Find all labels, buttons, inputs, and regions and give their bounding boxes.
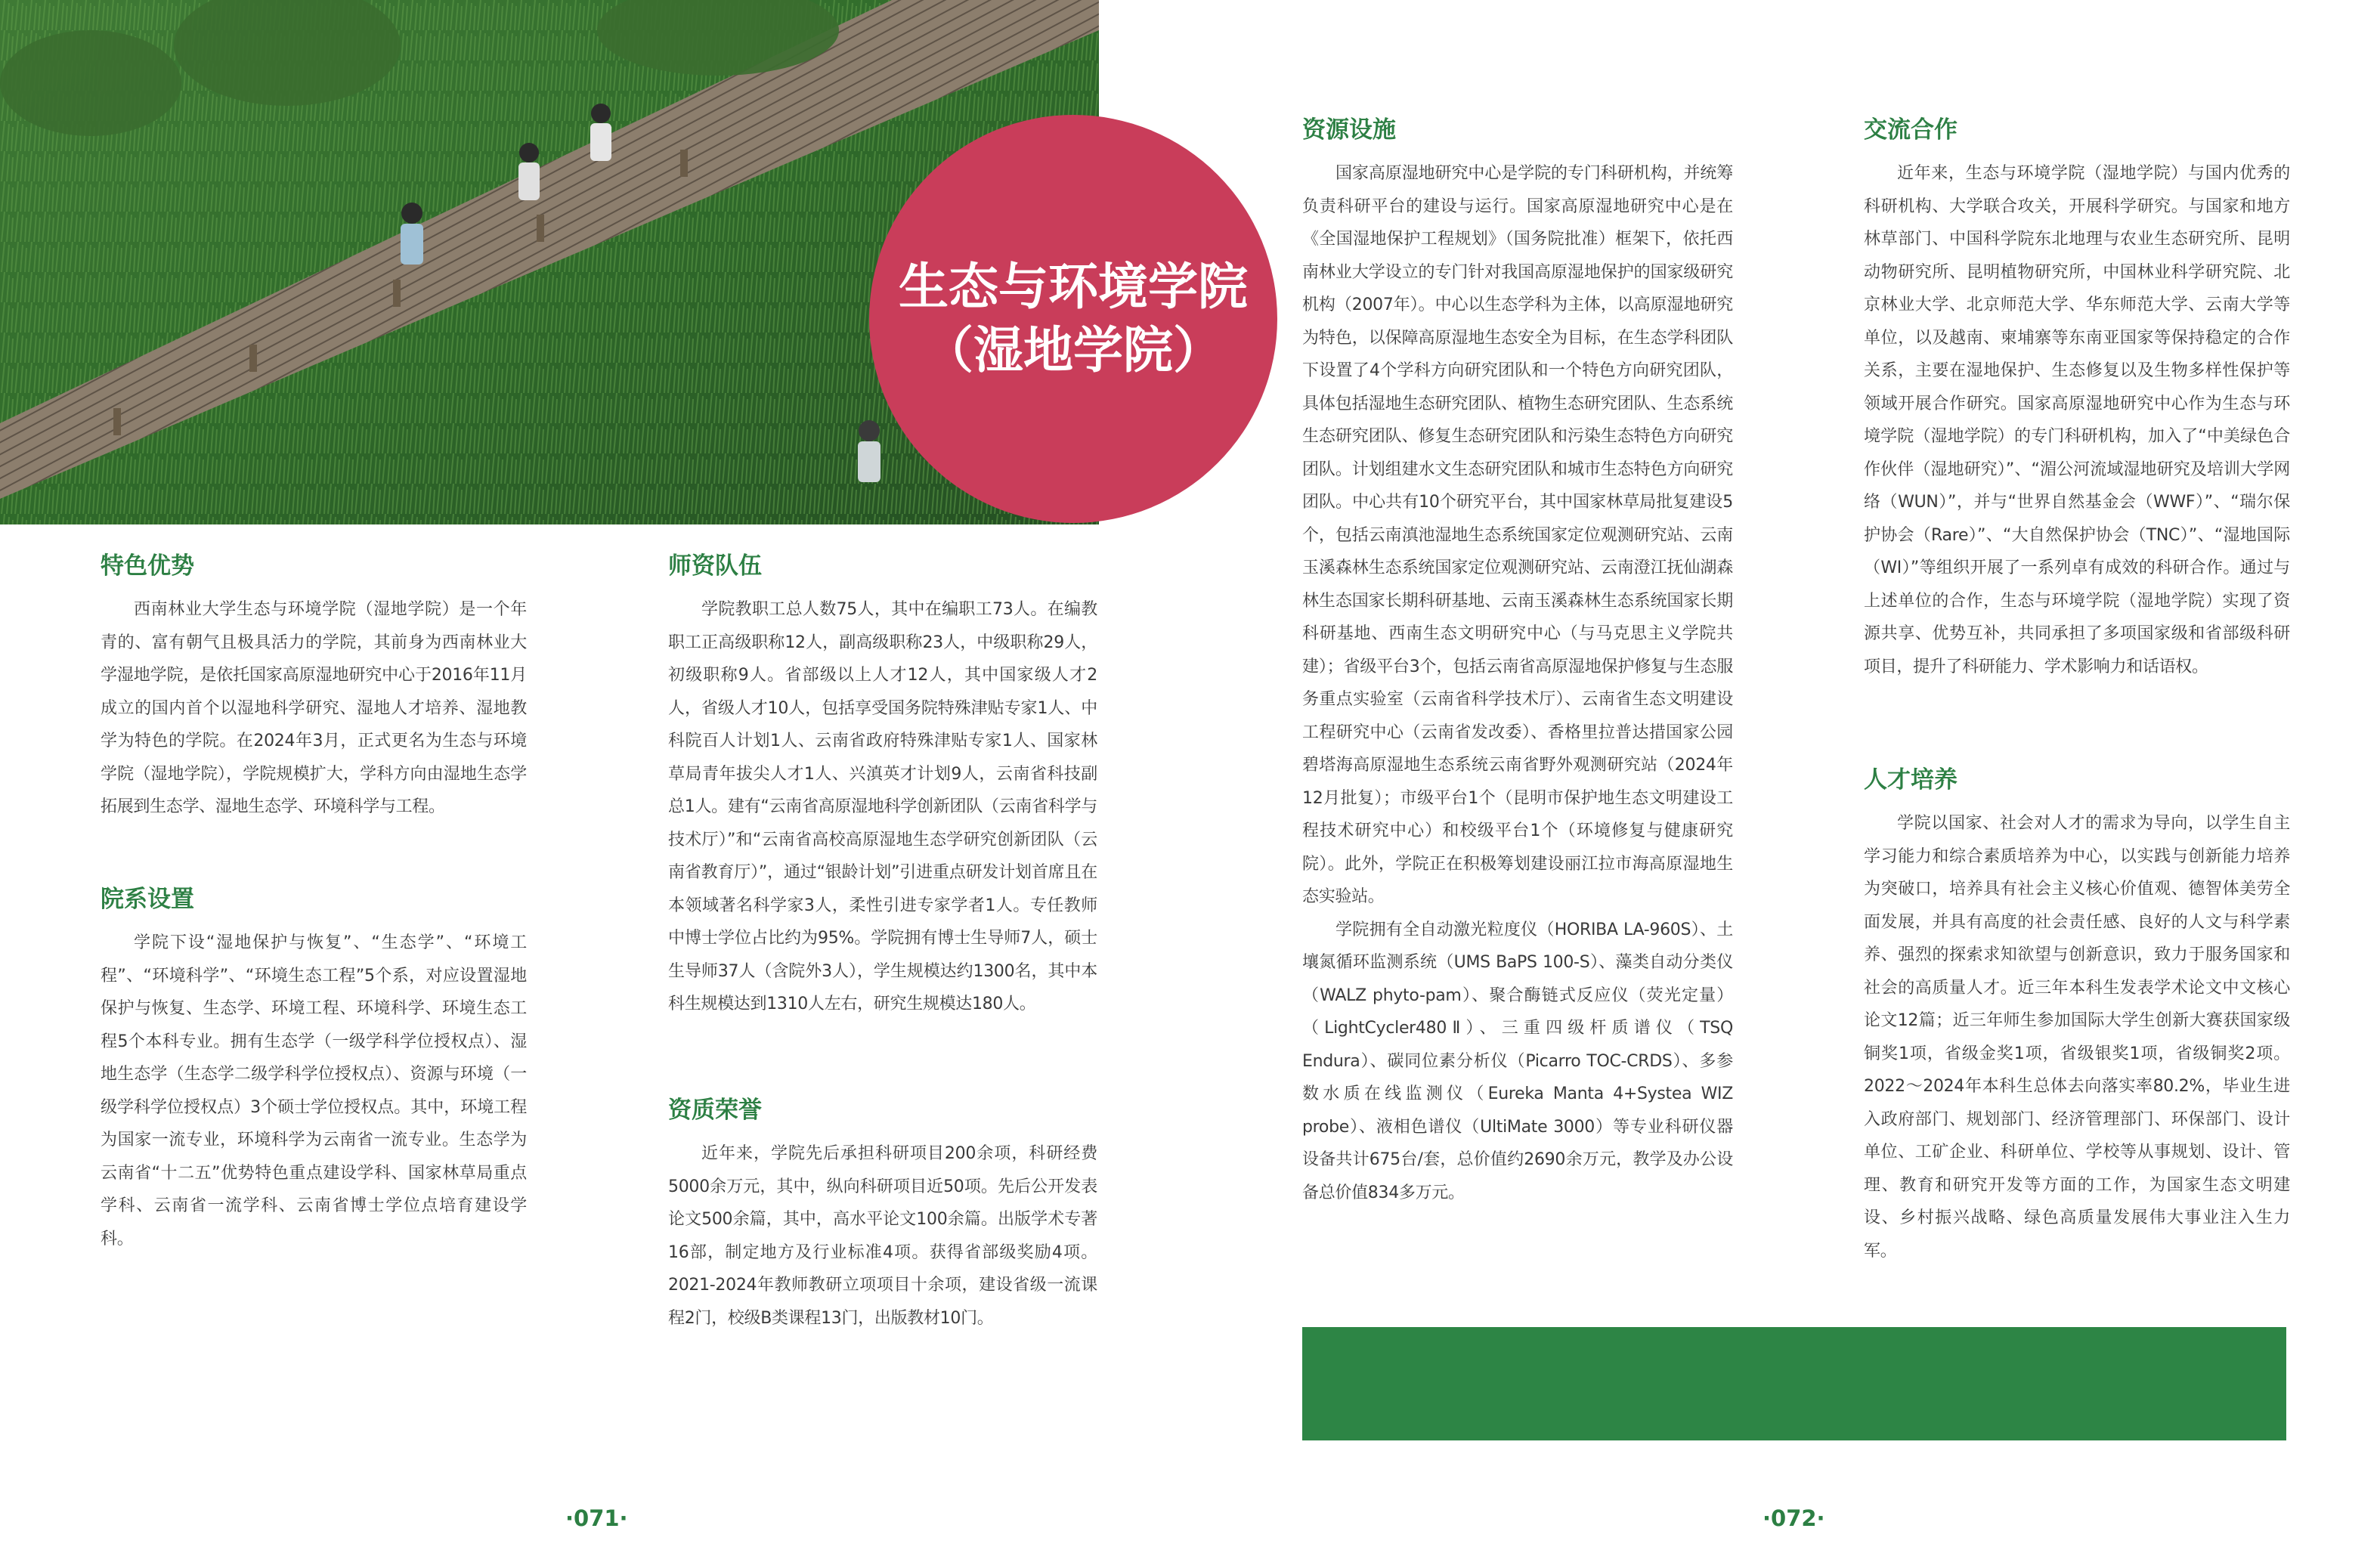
departments-heading: 院系设置: [101, 886, 194, 913]
resources-text-1: 国家高原湿地研究中心是学院的专门科研机构，并统筹负责科研平台的建设与运行。国家高原湿地研究中心是在《全国湿地保护工程规划》（国务院批准）框架下，依托西南林业大学设立的专门针对我国高原湿地保护的国家级研究机构（2007年）。中心以生态学科为主体，以高原湿地研究为特色，以保障高原湿地生态安全为目标，在生态学科团队下设置了4个学科方向研究团队和一个特色方向研究团队，具体包括湿地生态研究团队、植物生态研究团队、生态系统生态研究团队、修复生态研究团队和污染生态特色方向研究团队。计划组建水文生态研究团队和城市生态特色方向研究团队。中心共有10个研究平台，其中国家林草局批复建设5个，包括云南滇池湿地生态系统国家定位观测研究站、云南玉溪森林生态系统国家定位观测研究站、云南澄江抚仙湖森林生态国家长期科研基地、云南玉溪森林生态系统国家长期科研基地、西南生态文明研究中心（与马克思主义学院共建）；省级平台3个，包括云南省高原湿地保护修复与生态服务重点实验室（云南省科学技术厅）、云南省生态文明建设工程研究中心（云南省发改委）、香格里拉普达措国家公园碧塔海高原湿地生态系统云南省野外观测研究站（2024年12月批复）；市级平台1个（昆明市保护地生态文明建设工程技术研究中心）和校级平台1个（环境修复与健康研究院）。此外，学院正在积极筹划建设丽江拉市海高原湿地生态实验站。: [1302, 164, 1733, 906]
talent-text: 学院以国家、社会对人才的需求为导向，以学生自主学习能力和综合素质培养为中心，以实践与创新能力培养为突破口，培养具有社会主义核心价值观、德智体美劳全面发展，并具有高度的社会责任感、良好的人文与科学素养、强烈的探索求知欲望与创新意识，致力于服务国家和社会的高质量人才。近三年本科生发表学术论文中文核心论文12篇；近三年师生参加国际大学生创新大赛获国家级铜奖1项，省级金奖1项，省级银奖1项，省级铜奖2项。2022～2024年本科生总体去向落实率80.2%，毕业生进入政府部门、规划部门、经济管理部门、环保部门、设计单位、工矿企业、科研单位、学校等从事规划、设计、管理、教育和研究开发等方面的工作，为国家生态文明建设、乡村振兴战略、绿色高质量发展伟大事业注入生力军。: [1864, 814, 2290, 1261]
page-number-right: ·072·: [1763, 1505, 1825, 1531]
faculty-heading: 师资队伍: [668, 552, 762, 580]
title-circle: [869, 115, 1277, 523]
cooperation-heading: 交流合作: [1864, 116, 1958, 144]
honors-section: [668, 1094, 1097, 1335]
resources-section: [1302, 113, 1733, 1209]
features-text: 西南林业大学生态与环境学院（湿地学院）是一个年青的、富有朝气且极具活力的学院，其前身为西南林业大学湿地学院，是依托国家高原湿地研究中心于2016年11月成立的国内首个以湿地科学研究、湿地人才培养、湿地教学为特色的学院。在2024年3月，正式更名为生态与环境学院（湿地学院），学院规模扩大，学科方向由湿地生态学拓展到生态学、湿地生态学、环境科学与工程。: [101, 600, 527, 816]
cooperation-text: 近年来，生态与环境学院（湿地学院）与国内优秀的科研机构、大学联合攻关，开展科学研究。与国家和地方林草部门、中国科学院东北地理与农业生态研究所、昆明动物研究所、昆明植物研究所，中国林业科学研究院、北京林业大学、北京师范大学、华东师范大学、云南大学等单位，以及越南、柬埔寨等东南亚国家等保持稳定的合作关系，主要在湿地保护、生态修复以及生物多样性保护等领域开展合作研究。国家高原湿地研究中心作为生态与环境学院（湿地学院）的专门科研机构，加入了“中美绿色合作伙伴（湿地研究）”、“湄公河流域湿地研究及培训大学网络（WUN）”，并与“世界自然基金会（WWF）”、“瑞尔保护协会（Rare）”、“大自然保护协会（TNC）”、“湿地国际（WI）”等组织开展了一系列卓有成效的科研合作。通过与上述单位的合作，生态与环境学院（湿地学院）实现了资源共享、优势互补，共同承担了多项国家级和省部级科研项目，提升了科研能力、学术影响力和话语权。: [1864, 164, 2290, 676]
departments-section: [101, 883, 527, 1255]
features-section: [101, 549, 527, 824]
features-heading: 特色优势: [101, 552, 194, 580]
honors-heading: 资质荣誉: [668, 1097, 762, 1124]
cooperation-section: [1864, 113, 2290, 683]
page-subtitle: （湿地学院）: [924, 321, 1223, 379]
resources-heading: 资源设施: [1302, 116, 1396, 144]
departments-text: 学院下设“湿地保护与恢复”、“生态学”、“环境工程”、“环境科学”、“环境生态工程”5个系，对应设置湿地保护与恢复、生态学、环境工程、环境科学、环境生态工程5个本科专业。拥有生态学（一级学科学位授权点）、湿地生态学（生态学二级学科学位授权点）、资源与环境（一级学科学位授权点）3个硕士学位授权点。其中，环境工程为国家一流专业，环境科学为云南省一流专业。生态学为云南省“十二五”优势特色重点建设学科、国家林草局重点学科、云南省一流学科、云南省博士学位点培育建设学科。: [101, 933, 527, 1248]
talent-heading: 人才培养: [1864, 766, 1958, 794]
faculty-section: [668, 549, 1097, 1021]
green-banner-box: [1302, 1327, 2286, 1440]
resources-text-2: 学院拥有全自动激光粒度仪（HORIBA LA-960S）、土壤氮循环监测系统（UMS BaPS 100-S）、藻类自动分类仪（WALZ phyto-pam）、聚合酶链式反应仪（荧光定量）（LightCycler480Ⅱ）、三重四级杆质谱仪（TSQ Endura）、碳同位素分析仪（Picarro TOC-CRDS）、多参数水质在线监测仪（Eureka Manta 4+Systea WIZ probe）、液相色谱仪（UltiMate 3000）等专业科研仪器设备共计675台/套，总价值约2690余万元，教学及办公设备总价值834多万元。: [1302, 920, 1733, 1202]
honors-text: 近年来，学院先后承担科研项目200余项，科研经费5000余万元，其中，纵向科研项目近50项。先后公开发表论文500余篇，其中，高水平论文100余篇。出版学术专著16部，制定地方及行业标准4项。获得省部级奖励4项。2021-2024年教师教研立项项目十余项，建设省级一流课程2门，校级B类课程13门，出版教材10门。: [668, 1144, 1097, 1328]
faculty-text: 学院教职工总人数75人，其中在编职工73人。在编教职工正高级职称12人，副高级职称23人，中级职称29人，初级职称9人。省部级以上人才12人，其中国家级人才2人，省级人才10人，包括享受国务院特殊津贴专家1人、中科院百人计划1人、云南省政府特殊津贴专家1人、国家林草局青年拔尖人才1人、兴滇英才计划9人，云南省科技副总1人。建有“云南省高原湿地科学创新团队（云南省科学与技术厅）”和“云南省高校高原湿地生态学研究创新团队（云南省教育厅）”，通过“银龄计划”引进重点研发计划首席且在本领域著名科学家3人，柔性引进专家学者1人。专任教师中博士学位占比约为95%。学院拥有博士生导师7人，硕士生导师37人（含院外3人），学生规模达约1300名，其中本科生规模达到1310人左右，研究生规模达180人。: [668, 600, 1097, 1013]
page-number-left: ·071·: [565, 1505, 628, 1531]
page-title: 生态与环境学院: [899, 258, 1248, 316]
talent-section: [1864, 763, 2290, 1267]
